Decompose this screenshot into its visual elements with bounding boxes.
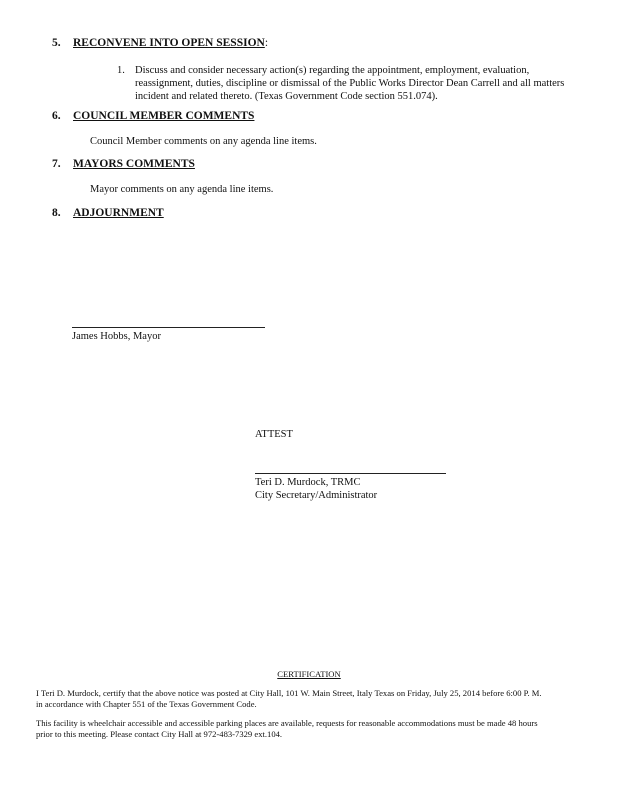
section-6-title: COUNCIL MEMBER COMMENTS [73, 110, 255, 122]
certification-paragraph-1 [36, 688, 542, 710]
accessibility-line: This facility is wheelchair accessible and accessible parking places are available, requests for reasonable accommodations must be made 48 hours [36, 718, 538, 728]
section-5-heading [73, 37, 268, 49]
section-5-item-line: incident and related thereto. (Texas Government Code section 551.074). [135, 91, 438, 102]
certification-paragraph-2 [36, 718, 538, 740]
section-5-number: 5. [52, 37, 61, 49]
section-7-number: 7. [52, 158, 61, 170]
mayor-signature-line [72, 327, 265, 328]
section-5-item-line: reassignment, duties, discipline or dismissal of the Public Works Director Dean Carrell and all matters [135, 78, 565, 89]
certification-line: in accordance with Chapter 551 of the Texas Government Code. [36, 699, 257, 709]
section-7-title: MAYORS COMMENTS [73, 158, 195, 170]
section-5-title: RECONVENE INTO OPEN SESSION [73, 37, 265, 49]
section-5-item-text [135, 64, 564, 103]
section-5-item-number: 1. [117, 65, 125, 76]
attest-label: ATTEST [255, 429, 293, 440]
section-6-body: Council Member comments on any agenda line items. [90, 136, 317, 147]
attest-signature-line [255, 473, 446, 474]
certification-heading: CERTIFICATION [277, 669, 341, 679]
attest-name: Teri D. Murdock, TRMC [255, 477, 361, 488]
section-8-number: 8. [52, 207, 61, 219]
section-7-body: Mayor comments on any agenda line items. [90, 184, 274, 195]
section-8-title: ADJOURNMENT [73, 207, 164, 219]
section-6-number: 6. [52, 110, 61, 122]
attest-title: City Secretary/Administrator [255, 490, 378, 501]
section-5-title-suffix: : [264, 37, 269, 49]
certification-line: I Teri D. Murdock, certify that the above notice was posted at City Hall, 101 W. Main Street, Italy Texas on Friday, July 25, 2014 before 6:00 P. M. [36, 688, 542, 698]
accessibility-line: prior to this meeting. Please contact City Hall at 972-483-7329 ext.104. [36, 729, 283, 739]
section-5-item-line: Discuss and consider necessary action(s) regarding the appointment, employment, evaluation, [135, 65, 530, 76]
mayor-name: James Hobbs, Mayor [72, 331, 161, 342]
